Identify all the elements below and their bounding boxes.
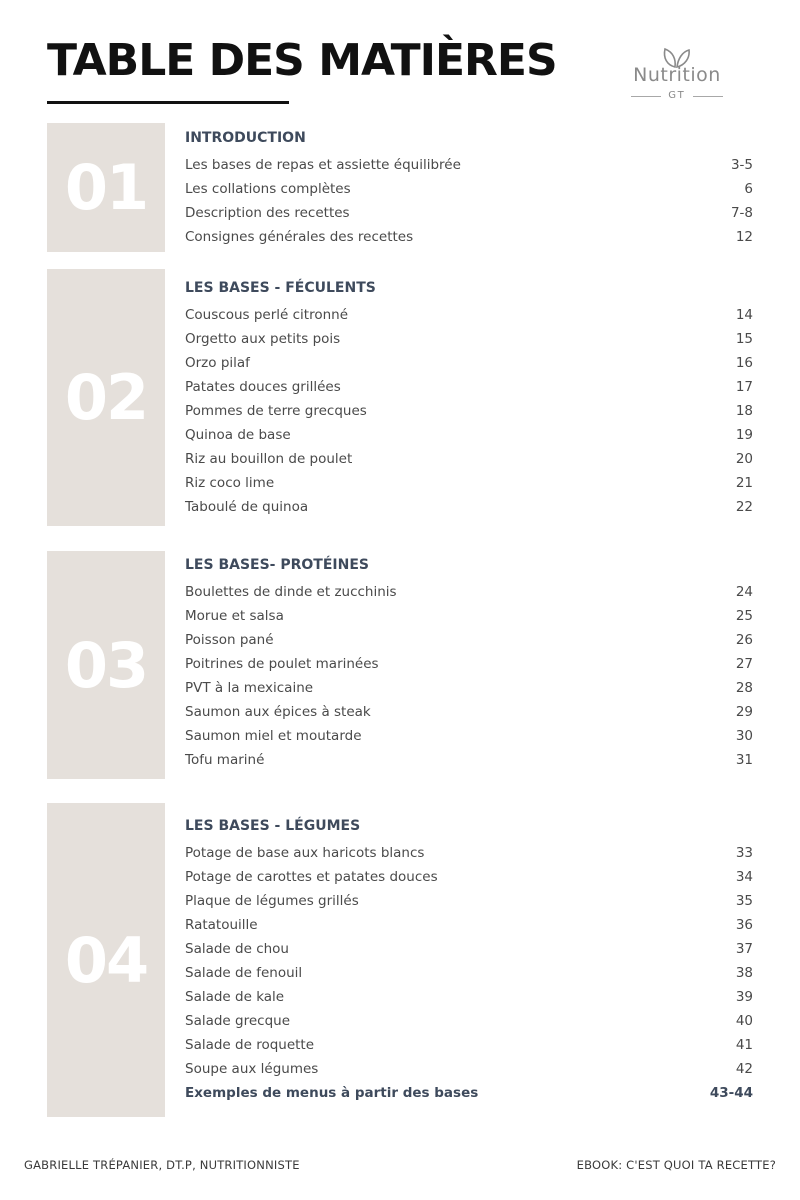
toc-entry[interactable] bbox=[185, 961, 753, 985]
entry-page: 3-5 bbox=[730, 157, 753, 173]
toc-entry[interactable] bbox=[185, 985, 753, 1009]
entry-page: 31 bbox=[735, 752, 753, 768]
entry-label: Saumon miel et moutarde bbox=[185, 728, 362, 744]
entry-label: Salade grecque bbox=[185, 1013, 291, 1029]
entry-label: Tofu mariné bbox=[185, 752, 265, 768]
entry-label: Morue et salsa bbox=[185, 608, 284, 624]
entry-label: Potage de base aux haricots blancs bbox=[185, 845, 425, 861]
toc-entry[interactable] bbox=[185, 652, 753, 676]
toc-entry[interactable] bbox=[185, 748, 753, 772]
section-number-block bbox=[47, 803, 165, 1117]
entry-page: 15 bbox=[735, 331, 753, 347]
toc-entry[interactable] bbox=[185, 700, 753, 724]
entry-page: 18 bbox=[735, 403, 753, 419]
entry-label: Orgetto aux petits pois bbox=[185, 331, 341, 347]
entry-label: Riz au bouillon de poulet bbox=[185, 451, 353, 467]
entry-page: 25 bbox=[735, 608, 753, 624]
entry-page: 40 bbox=[735, 1013, 753, 1029]
entry-page: 38 bbox=[735, 965, 753, 981]
entry-label: Riz coco lime bbox=[185, 475, 275, 491]
section-proteines bbox=[47, 551, 753, 779]
logo-wordmark: Nutrition bbox=[633, 64, 721, 86]
entry-label: Quinoa de base bbox=[185, 427, 291, 443]
toc-entry[interactable] bbox=[185, 580, 753, 604]
entry-label: PVT à la mexicaine bbox=[185, 680, 314, 696]
section-number: 04 bbox=[64, 923, 148, 997]
toc-entry[interactable] bbox=[185, 471, 753, 495]
toc-entry[interactable] bbox=[185, 913, 753, 937]
toc-entry[interactable] bbox=[185, 351, 753, 375]
section-number: 02 bbox=[64, 361, 148, 434]
toc-entry[interactable] bbox=[185, 201, 753, 225]
toc-entry[interactable] bbox=[185, 1009, 753, 1033]
section-introduction bbox=[47, 123, 753, 252]
entry-page: 39 bbox=[735, 989, 753, 1005]
brand-logo bbox=[624, 46, 730, 106]
entry-page: 16 bbox=[735, 355, 753, 371]
entry-page: 35 bbox=[735, 893, 753, 909]
entry-page: 33 bbox=[735, 845, 753, 861]
toc-entry[interactable] bbox=[185, 399, 753, 423]
entry-label: Les collations complètes bbox=[185, 181, 351, 197]
page-title: TABLE DES MATIÈRES bbox=[47, 35, 557, 86]
toc-entry[interactable] bbox=[185, 865, 753, 889]
entry-page: 19 bbox=[735, 427, 753, 443]
toc-entry[interactable] bbox=[185, 676, 753, 700]
logo-subtitle: GT bbox=[624, 90, 730, 101]
toc-entry[interactable] bbox=[185, 327, 753, 351]
section-legumes bbox=[47, 803, 753, 1117]
entry-page: 17 bbox=[735, 379, 753, 395]
entry-label: Consignes générales des recettes bbox=[185, 229, 414, 245]
entry-label: Orzo pilaf bbox=[185, 355, 250, 371]
entry-page: 42 bbox=[735, 1061, 753, 1077]
entry-page: 24 bbox=[735, 584, 753, 600]
entry-page: 30 bbox=[735, 728, 753, 744]
section-number-block bbox=[47, 269, 165, 526]
entry-label: Description des recettes bbox=[185, 205, 350, 221]
entry-page: 6 bbox=[744, 181, 753, 197]
entry-page: 29 bbox=[735, 704, 753, 720]
entry-label: Potage de carottes et patates douces bbox=[185, 869, 438, 885]
entry-label: Saumon aux épices à steak bbox=[185, 704, 371, 720]
section-title[interactable]: LES BASES - LÉGUMES bbox=[185, 818, 361, 834]
toc-entry[interactable] bbox=[185, 841, 753, 865]
entry-label: Salade de kale bbox=[185, 989, 285, 1005]
toc-entry[interactable] bbox=[185, 937, 753, 961]
section-number: 03 bbox=[64, 628, 148, 702]
toc-entry[interactable] bbox=[185, 1033, 753, 1057]
entry-page: 36 bbox=[735, 917, 753, 933]
entry-page: 28 bbox=[735, 680, 753, 696]
toc-entry[interactable] bbox=[185, 604, 753, 628]
entry-label: Salade de chou bbox=[185, 941, 289, 957]
toc-entry[interactable] bbox=[185, 153, 753, 177]
entry-label: Soupe aux légumes bbox=[185, 1061, 319, 1077]
entry-label: Salade de roquette bbox=[185, 1037, 315, 1053]
toc-entry[interactable] bbox=[185, 628, 753, 652]
toc-entry[interactable] bbox=[185, 447, 753, 471]
entry-label: Salade de fenouil bbox=[185, 965, 303, 981]
entry-label: Patates douces grillées bbox=[185, 379, 341, 395]
section-title[interactable]: LES BASES- PROTÉINES bbox=[185, 557, 369, 573]
entry-page: 14 bbox=[735, 307, 753, 323]
title-underline bbox=[47, 101, 289, 104]
entry-label: Taboulé de quinoa bbox=[185, 499, 309, 515]
entry-label: Boulettes de dinde et zucchinis bbox=[185, 584, 397, 600]
entry-page: 27 bbox=[735, 656, 753, 672]
section-title[interactable]: LES BASES - FÉCULENTS bbox=[185, 280, 376, 296]
entry-page: 22 bbox=[735, 499, 753, 515]
entry-page: 26 bbox=[735, 632, 753, 648]
toc-entry[interactable] bbox=[185, 724, 753, 748]
entry-label: Poisson pané bbox=[185, 632, 274, 648]
toc-entry-menus[interactable] bbox=[185, 1081, 753, 1105]
entry-page: 7-8 bbox=[730, 205, 753, 221]
entry-label: Couscous perlé citronné bbox=[185, 307, 349, 323]
section-title[interactable]: INTRODUCTION bbox=[185, 130, 306, 146]
entry-page: 37 bbox=[735, 941, 753, 957]
entry-page: 41 bbox=[735, 1037, 753, 1053]
entry-page: 21 bbox=[735, 475, 753, 491]
entry-page: 12 bbox=[735, 229, 753, 245]
entry-label: Exemples de menus à partir des bases bbox=[185, 1085, 479, 1101]
entry-label: Poitrines de poulet marinées bbox=[185, 656, 379, 672]
entry-page: 20 bbox=[735, 451, 753, 467]
section-number-block bbox=[47, 551, 165, 779]
toc-entry[interactable] bbox=[185, 423, 753, 447]
entry-label: Pommes de terre grecques bbox=[185, 403, 367, 419]
toc-entry[interactable] bbox=[185, 889, 753, 913]
toc-entry[interactable] bbox=[185, 375, 753, 399]
entry-label: Les bases de repas et assiette équilibrée bbox=[185, 157, 461, 173]
section-feculents bbox=[47, 269, 753, 526]
footer-ebook-title: EBOOK: C'EST QUOI TA RECETTE? bbox=[576, 1158, 776, 1172]
toc-entry[interactable] bbox=[185, 1057, 753, 1081]
footer-author: GABRIELLE TRÉPANIER, DT.P, NUTRITIONNISTE bbox=[24, 1158, 300, 1172]
toc-entry[interactable] bbox=[185, 177, 753, 201]
toc-entry[interactable] bbox=[185, 225, 753, 249]
section-number: 01 bbox=[64, 151, 148, 224]
entry-label: Plaque de légumes grillés bbox=[185, 893, 359, 909]
entry-page: 34 bbox=[735, 869, 753, 885]
entry-label: Ratatouille bbox=[185, 917, 258, 933]
section-number-block bbox=[47, 123, 165, 252]
toc-entry[interactable] bbox=[185, 495, 753, 519]
toc-entry[interactable] bbox=[185, 303, 753, 327]
entry-page: 43-44 bbox=[709, 1085, 753, 1101]
